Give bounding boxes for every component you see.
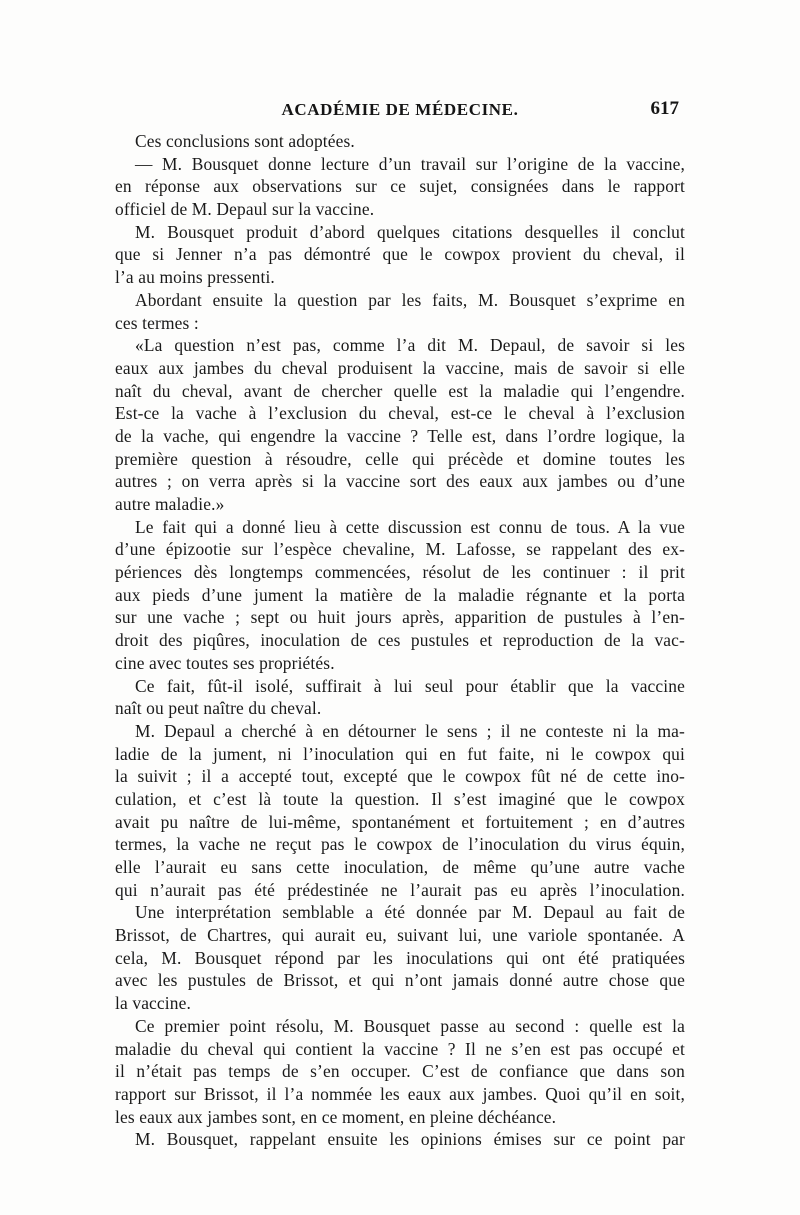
text-line: — M. Bousquet donne lecture d’un travail sur l’origine de la vaccine, <box>135 153 685 174</box>
text-line: l’a au moins pressenti. <box>115 267 275 288</box>
text-line: avec les pustules de Brissot, et qui n’ont jamais donné autre chose que <box>115 970 685 991</box>
text-line: que si Jenner n’a pas démontré que le cowpox provient du cheval, il <box>115 244 685 265</box>
text-line: il n’était pas temps de s’en occuper. C’est de confiance que dans son <box>115 1061 685 1082</box>
text-line: Le fait qui a donné lieu à cette discussion est connu de tous. A la vue <box>135 516 685 537</box>
text-line: elle l’aurait eu sans cette inoculation, de même qu’une autre vache <box>115 857 685 877</box>
text-line: «La question n’est pas, comme l’a dit M. Depaul, de savoir si les <box>135 335 685 356</box>
text-line: eaux aux jambes du cheval produisent la vaccine, mais de savoir si elle <box>115 357 685 378</box>
text-line: cine avec toutes ses propriétés. <box>115 652 335 673</box>
text-line: la suivit ; il a accepté tout, excepté que le cowpox fût né de cette ino- <box>115 766 685 787</box>
text-line: première question à résoudre, celle qui précède et domine toutes les <box>115 448 685 469</box>
text-line: cela, M. Bousquet répond par les inoculations qui ont été pratiquées <box>115 947 685 968</box>
text-line: termes, la vache ne reçut pas le cowpox de l’inoculation du virus équin, <box>115 834 685 855</box>
text-line: culation, et c’est là toute la question. Il s’est imaginé que le cowpox <box>115 788 685 809</box>
text-line: la vaccine. <box>115 993 191 1014</box>
text-line: de la vache, qui engendre la vaccine ? Telle est, dans l’ordre logique, la <box>115 425 685 446</box>
body-text <box>115 130 685 1151</box>
text-line: M. Bousquet produit d’abord quelques citations desquelles il conclut <box>135 221 685 242</box>
text-line: Une interprétation semblable a été donnée par M. Depaul au fait de <box>135 902 685 923</box>
page-number: 617 <box>650 98 679 119</box>
text-line: qui n’aurait pas été prédestinée ne l’aurait pas eu après l’inoculation. <box>115 879 685 900</box>
text-line: ces termes : <box>115 312 199 333</box>
text-line: M. Depaul a cherché à en détourner le sens ; il ne conteste ni la ma- <box>135 720 685 741</box>
text-line: ladie de la jument, ni l’inoculation qui en fut faite, ni le cowpox qui <box>115 743 685 764</box>
text-line: avait pu naître de lui-même, spontanément et fortuitement ; en d’autres <box>115 811 685 832</box>
text-line: Ce premier point résolu, M. Bousquet passe au second : quelle est la <box>135 1015 685 1036</box>
text-line: en réponse aux observations sur ce sujet, consignées dans le rapport <box>115 176 685 197</box>
text-line: aux pieds d’une jument la matière de la maladie régnante et la porta <box>115 584 685 605</box>
text-line: Brissot, de Chartres, qui aurait eu, suivant lui, une variole spontanée. A <box>115 925 685 946</box>
text-line: Est-ce la vache à l’exclusion du cheval, est-ce le cheval à l’exclusion <box>115 403 685 424</box>
text-line: Ces conclusions sont adoptées. <box>135 131 355 151</box>
text-line: naît ou peut naître du cheval. <box>115 698 322 719</box>
text-line: maladie du cheval qui contient la vaccine ? Il ne s’en est pas occupé et <box>115 1038 685 1059</box>
text-line: droit des piqûres, inoculation de ces pustules et reproduction de la vac- <box>115 630 685 651</box>
text-line: autres ; on verra après si la vaccine sort des eaux aux jambes ou d’une <box>115 471 685 492</box>
text-line: autre maladie.» <box>115 494 225 514</box>
text-line: Ce fait, fût-il isolé, suffirait à lui seul pour établir que la vaccine <box>135 675 685 696</box>
text-line: d’une épizootie sur l’espèce chevaline, M. Lafosse, se rappelant des ex- <box>115 539 685 560</box>
text-line: périences dès longtemps commencées, résolut de les continuer : il prit <box>115 562 685 583</box>
text-line: Abordant ensuite la question par les faits, M. Bousquet s’exprime en <box>135 289 685 310</box>
text-line: officiel de M. Depaul sur la vaccine. <box>115 199 375 220</box>
text-line: sur une vache ; sept ou huit jours après, apparition de pustules à l’en- <box>115 607 685 628</box>
page-header <box>115 96 685 124</box>
running-title: ACADÉMIE DE MÉDECINE. <box>281 100 519 119</box>
text-line: rapport sur Brissot, il l’a nommée les eaux aux jambes. Quoi qu’il en soit, <box>115 1083 685 1104</box>
text-line: M. Bousquet, rappelant ensuite les opinions émises sur ce point par <box>135 1129 685 1150</box>
text-line: les eaux aux jambes sont, en ce moment, en pleine déchéance. <box>115 1106 557 1127</box>
text-line: naît du cheval, avant de chercher quelle est la maladie qui l’engendre. <box>115 380 685 401</box>
